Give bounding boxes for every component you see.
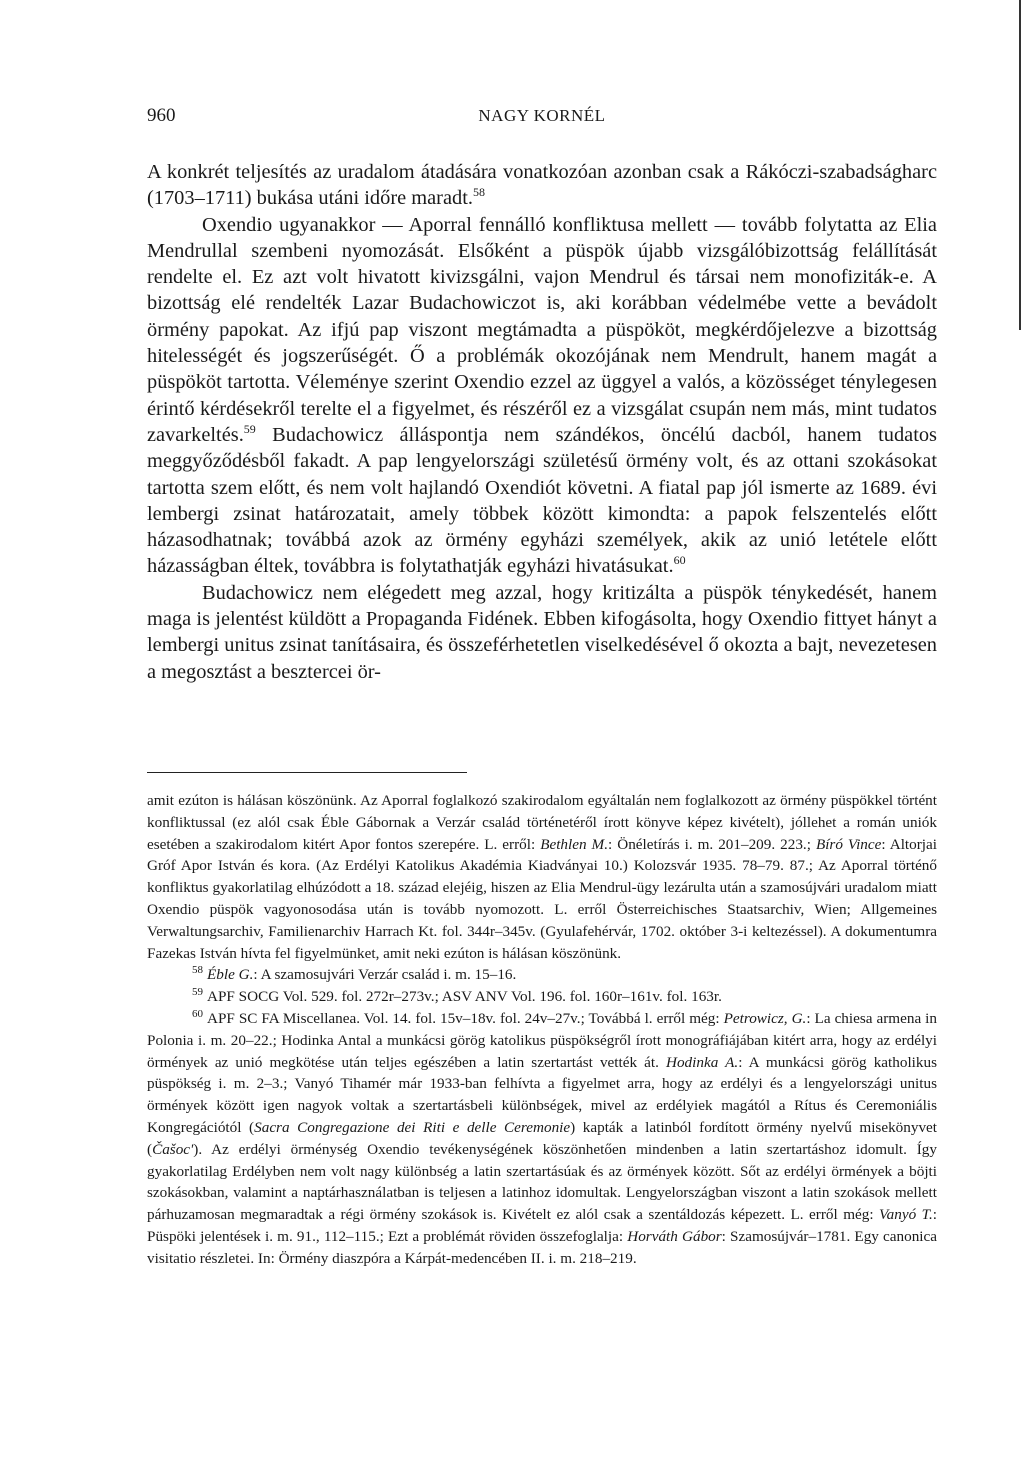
footnotes xyxy=(147,790,937,1270)
footnote-number: 60 xyxy=(192,1007,203,1020)
footnote-ref-58[interactable]: 58 xyxy=(472,185,485,200)
footnote-60: $^{60}$ APF SC FA Miscellanea. Vol. 14. fol. 15v–18v. fol. 24v–27v.; Továbbá l. erről még: Petrowicz, G.: La chiesa armena in Polonia i. m. 20–22.; Hodinka Antal a munkácsi görög katolikus püspökségről írott monográfiájában kitért arra, hogy az erdélyi örmények az unió megkötése után teljes egészében a latin szertartást vették át. Hodinka A.: A munkácsi görög katholikus püspökség i. m. 2–3.; Vanyó Tihamér már 1933-ban felhívta a figyelmet arra, hogy az erdélyi és a lengyelországi unitus örmények között igen nagyok voltak a szertartásbeli különbségek, mivel az erdélyiek magától a Rítus és Ceremoniális Kongregációtól (Sacra Congregazione dei Riti e delle Ceremonie) kapták a latinból fordított örmény nyelvű misekönyvet (Čašoc'). Az erdélyi örménység Oxendio tevékenységének köszönhetően mindenben a latin szertartáshoz idomult. Így gyakorlatilag Erdélyben nem volt nagy különbség a latin szertartásúak és az örmények között. Sőt az erdélyi örmények a böjti szokásokban, valamint a naptárhasználatban is teljesen a latinhoz idomultak. Lengyelországban viszont a latin szokások mellett párhuzamosan megmaradtak a régi örmény szokások is. Kivételt ez alól csak a szentáldozás képezett. L. erről még: Vanyó T.: Püspöki jelentések i. m. 91., 112–115.; Ezt a problémát röviden összefoglalja: Horváth Gábor: Szamosújvár–1781. Egy canonica visitatio részletei. In: Örmény diaszpóra a Kárpát-medencében II. i. m. 218–219. xyxy=(147,1007,938,1267)
paragraph-3: Budachowicz nem elégedett meg azzal, hogy kritizálta a püspök ténykedését, hanem maga is jelentést küldött a Propaganda Fidének. Ebben kifogásolta, hogy Oxendio fittyet hányt a lembergi unitus zsinat tanításaira, és összeférhetetlen viselkedésével ő okozta a bajt, nevezetesen a megosztást a besztercei ör- xyxy=(147,581,937,683)
paragraph-1: A konkrét teljesítés az uradalom átadására vonatkozóan azonban csak a Rákóczi-szabadságharc (1703–1711) bukása utáni időre maradt.$^{58}$ xyxy=(147,161,937,210)
footnote-59: $^{59}$ APF SOCG Vol. 529. fol. 272r–273v.; ASV ANV Vol. 196. fol. 160r–161v. fol. 163r. xyxy=(192,986,722,1006)
footnote-separator xyxy=(147,772,467,773)
page-edge-line xyxy=(1019,0,1021,330)
paragraph-2: Oxendio ugyanakkor — Aporral fennálló konfliktusa mellett — tovább folytatta az Elia Mendrullal szembeni nyomozását. Elsőként a püspök újabb vizsgálóbizottság felállítását rendelte el. Ez azt volt hivatott kivizsgálni, vajon Mendrul és társai nem monofiziták-e. A bizottság elé rendelték Lazar Budachowiczot is, aki korábban védelmébe vette a bevádolt örmény papokat. Az ifjú pap viszont megtámadta a püspököt, megkérdőjelezve a bizottság hitelességét és jogszerűségét. Ő a problémák okozójának nem Mendrult, hanem magát a püspököt tartotta. Véleménye szerint Oxendio ezzel az üggyel a valós, a közösséget ténylegesen érintő kérdésekről terelte el a figyelmet, és részéről ez a vizsgálat csupán nem más, mint tudatos zavarkeltés.$^{59}$ Budachowicz álláspontja nem szándékos, öncélú dacból, hanem tudatos meggyőződésből fakadt. A pap lengyelországi születésű örmény volt, és az ottani szokásokat tartotta szem előtt, és nem volt hajlandó Oxendiót követni. A fiatal pap jól ismerte az 1689. évi lembergi zsinat határozatait, amely többek között kimondta: a papok felszentelés előtt házasodhatnak; továbbá azok az örmény egyházi személyek, akik az unió letétele előtt házasságban éltek, továbbra is folytathatják egyházi hivatásukat.$^{60}$ xyxy=(147,213,937,578)
footnote-ref-60[interactable]: 60 xyxy=(673,553,686,568)
page-header xyxy=(147,104,937,128)
footnote-number: 58 xyxy=(192,964,203,977)
main-text xyxy=(147,159,937,685)
page-number: 960 xyxy=(147,105,176,126)
footnote-ref-59[interactable]: 59 xyxy=(243,422,256,437)
footnote-number: 59 xyxy=(192,986,203,999)
footnote-58: $^{58}$ Éble G.: A szamosujvári Verzár család i. m. 15–16. xyxy=(192,964,517,984)
footnote-continuation: amit ezúton is hálásan köszönünk. Az Aporral foglalkozó szakirodalom egyáltalán nem foglalkozott az örmény püspökkel történt konfliktussal (ez alól csak Éble Gábornak a Verzár család történetéről írott könyve képez kivételt), jóllehet a román uniók esetében a szakirodalom kitért Apor fontos szerepére. L. erről: Bethlen M.: Önéletírás i. m. 201–209. 223.; Bíró Vince: Altorjai Gróf Apor István és kora. (Az Erdélyi Katolikus Akadémia Kiadványai 10.) Kolozsvár 1935. 78–79. 87.; Az Aporral történő konfliktus gyakorlatilag elhúzódott a 18. század elejéig, hiszen az Elia Mendrul-ügy lezárulta után a szamosújvári uradalom miatt Oxendio püspök vagyonosodása után is tovább nyomozott. L. erről Österreichisches Staatsarchiv, Wien; Allgemeines Verwaltungsarchiv, Familienarchiv Harrach Kt. fol. 344r–345v. (Gyulafehérvár, 1702. október 3-i keltezéssel). A dokumentumra Fazekas István hívta fel figyelmünket, amit neki ezúton is hálásan köszönünk. xyxy=(147,792,937,962)
running-head: NAGY KORNÉL xyxy=(478,106,606,125)
